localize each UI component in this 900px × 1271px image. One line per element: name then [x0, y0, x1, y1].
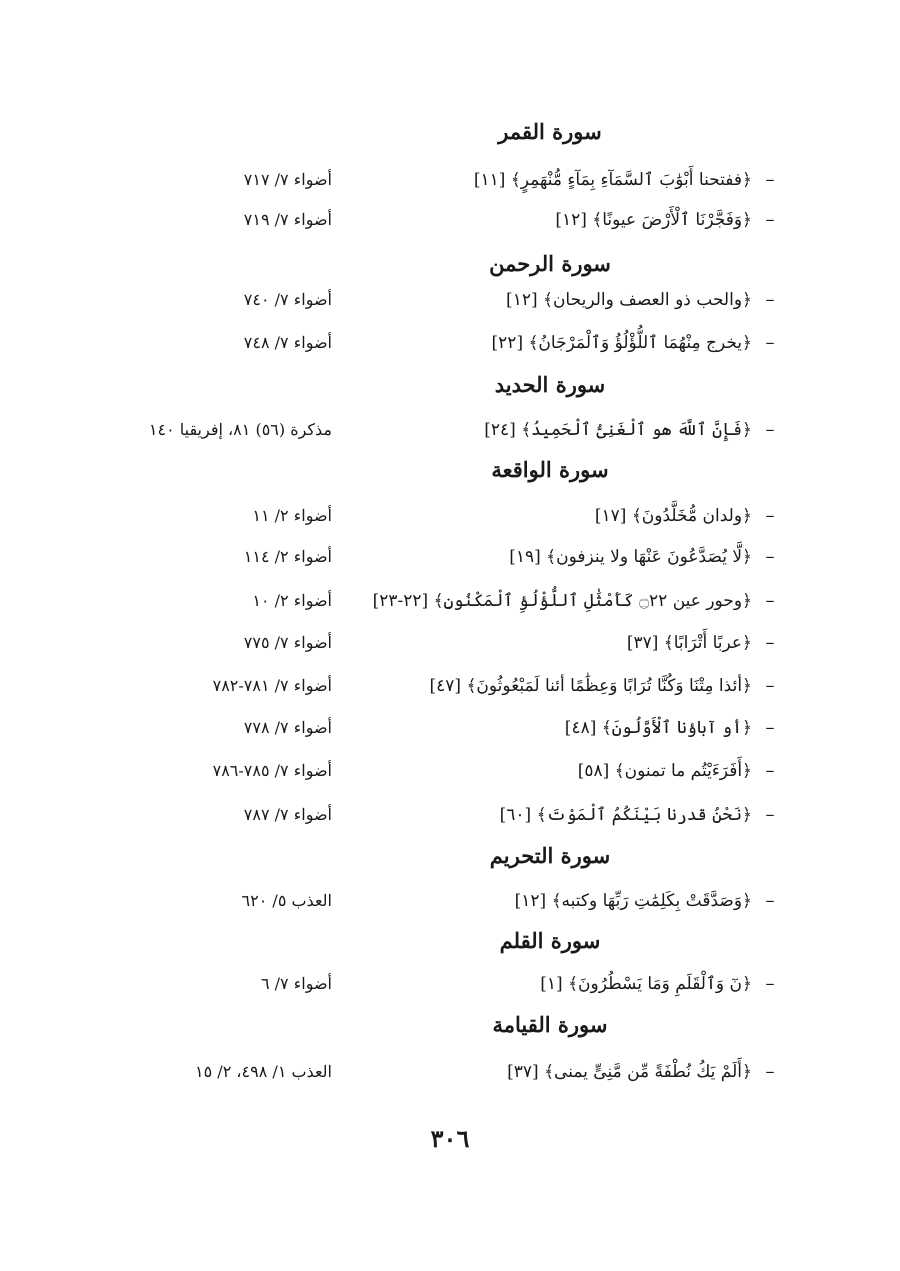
verse-text: ﴿فَإِنَّ ٱللَّهَ هو ٱلْغَنِىُّ ٱلْحَمِيدُ﴾ [٢٤] [484, 420, 752, 440]
reference-text: أضواء ٧/ ٧٧٥ [243, 633, 332, 652]
reference-text: أضواء ٧/ ٦ [260, 974, 332, 993]
section-title-qiyama: سورة القيامة [492, 1012, 608, 1037]
reference-text: العذب ١/ ٤٩٨، ٢/ ١٥ [195, 1062, 332, 1081]
bullet-dash: – [765, 973, 775, 994]
list-item [0, 500, 900, 532]
reference-text: أضواء ٧/ ٧٨٧ [243, 805, 332, 824]
reference-text: أضواء ٧/ ٧٧٨ [243, 718, 332, 737]
list-item [0, 670, 900, 702]
verse-text: ﴿ولدان مُّخَلَّدُونَ﴾ [١٧] [594, 506, 752, 526]
list-item [0, 627, 900, 659]
reference-text: أضواء ٧/ ٧٨١-٧٨٢ [212, 676, 332, 695]
bullet-dash: – [765, 890, 775, 911]
list-item [0, 755, 900, 787]
bullet-dash: – [765, 332, 775, 353]
section-title-qamar: سورة القمر [498, 119, 602, 144]
section-title-qalam: سورة القلم [499, 928, 601, 953]
list-item [0, 541, 900, 573]
verse-text: ﴿عربًا أَتْرَابًا﴾ [٣٧] [626, 633, 752, 653]
section-title-rahman: سورة الرحمن [489, 251, 611, 276]
bullet-dash: – [765, 1061, 775, 1082]
bullet-dash: – [765, 289, 775, 310]
section-title-tahrim: سورة التحريم [489, 843, 611, 868]
verse-text: ﴿أو آباؤنا ٱلْأَوَّلُونَ﴾ [٤٨] [564, 718, 752, 738]
verse-text: ﴿وحور عين ۝٢٢ كَأَمْثَٰلِ ٱللُّؤْلُؤِ ٱلْمَكْنُونِ﴾ [٢٢-٢٣] [372, 591, 752, 611]
bullet-dash: – [765, 590, 775, 611]
bullet-dash: – [765, 804, 775, 825]
verse-text: ﴿لَّا يُصَدَّعُونَ عَنْهَا ولا ينزفون﴾ [١٩] [509, 547, 752, 567]
reference-text: أضواء ٧/ ٧٤٨ [243, 333, 332, 352]
bullet-dash: – [765, 546, 775, 567]
reference-text: العذب ٥/ ٦٢٠ [241, 891, 332, 910]
reference-text: أضواء ٧/ ٧١٧ [243, 170, 332, 189]
bullet-dash: – [765, 760, 775, 781]
verse-text: ﴿أئذا مِتْنَا وَكُنَّا تُرَابًا وَعِظَٰمًا أئنا لَمَبْعُوثُونَ﴾ [٤٧] [429, 676, 752, 696]
list-item [0, 204, 900, 236]
reference-text: أضواء ٢/ ١١٤ [243, 547, 332, 566]
section-title-hadid: سورة الحديد [494, 372, 606, 397]
reference-text: أضواء ٧/ ٧١٩ [243, 210, 332, 229]
list-item [0, 1056, 900, 1088]
verse-text: ﴿وَفَجَّرْنَا ٱلْأَرْضَ عيونًا﴾ [١٢] [555, 210, 752, 230]
list-item [0, 799, 900, 831]
verse-text: ﴿نَحْنُ قدرنا بَيْنَكُمُ ٱلْمَوْتَ﴾ [٦٠] [499, 805, 752, 825]
list-item [0, 585, 900, 617]
bullet-dash: – [765, 209, 775, 230]
verse-text: ﴿ففتحنا أَبْوَٰبَ ٱلسَّمَآءِ بِمَآءٍ مُّنْهَمِرٍ﴾ [١١] [473, 170, 752, 190]
bullet-dash: – [765, 169, 775, 190]
list-item [0, 968, 900, 1000]
bullet-dash: – [765, 717, 775, 738]
verse-text: ﴿أَلَمْ يَكُ نُطْفَةً مِّن مَّنِىٍّ يمنى﴾ [٣٧] [507, 1062, 752, 1082]
bullet-dash: – [765, 419, 775, 440]
verse-text: ﴿وَصَدَّقَتْ بِكَلِمَٰتِ رَبِّهَا وكتبه﴾ [١٢] [514, 891, 752, 911]
verse-text: ﴿يخرج مِنْهُمَا ٱللُّؤْلُؤُ وَٱلْمَرْجَانُ﴾ [٢٢] [491, 333, 752, 353]
verse-text: ﴿نٓ وَٱلْقَلَمِ وَمَا يَسْطُرُونَ﴾ [١] [540, 974, 752, 994]
list-item [0, 885, 900, 917]
bullet-dash: – [765, 505, 775, 526]
bullet-dash: – [765, 632, 775, 653]
reference-text: أضواء ٢/ ١٠ [252, 591, 332, 610]
bullet-dash: – [765, 675, 775, 696]
list-item [0, 164, 900, 196]
reference-text: أضواء ٧/ ٧٤٠ [243, 290, 332, 309]
section-title-waqia: سورة الواقعة [491, 457, 609, 482]
list-item [0, 414, 900, 446]
page-number: ٣٠٦ [430, 1124, 470, 1153]
list-item [0, 712, 900, 744]
verse-text: ﴿والحب ذو العصف والريحان﴾ [١٢] [506, 290, 752, 310]
reference-text: مذكرة (٥٦) ٨١، إفريقيا ١٤٠ [148, 420, 332, 439]
reference-text: أضواء ٧/ ٧٨٥-٧٨٦ [212, 761, 332, 780]
list-item [0, 327, 900, 359]
reference-text: أضواء ٢/ ١١ [252, 506, 332, 525]
verse-text: ﴿أَفَرَءَيْتُم ما تمنون﴾ [٥٨] [577, 761, 752, 781]
list-item [0, 284, 900, 316]
